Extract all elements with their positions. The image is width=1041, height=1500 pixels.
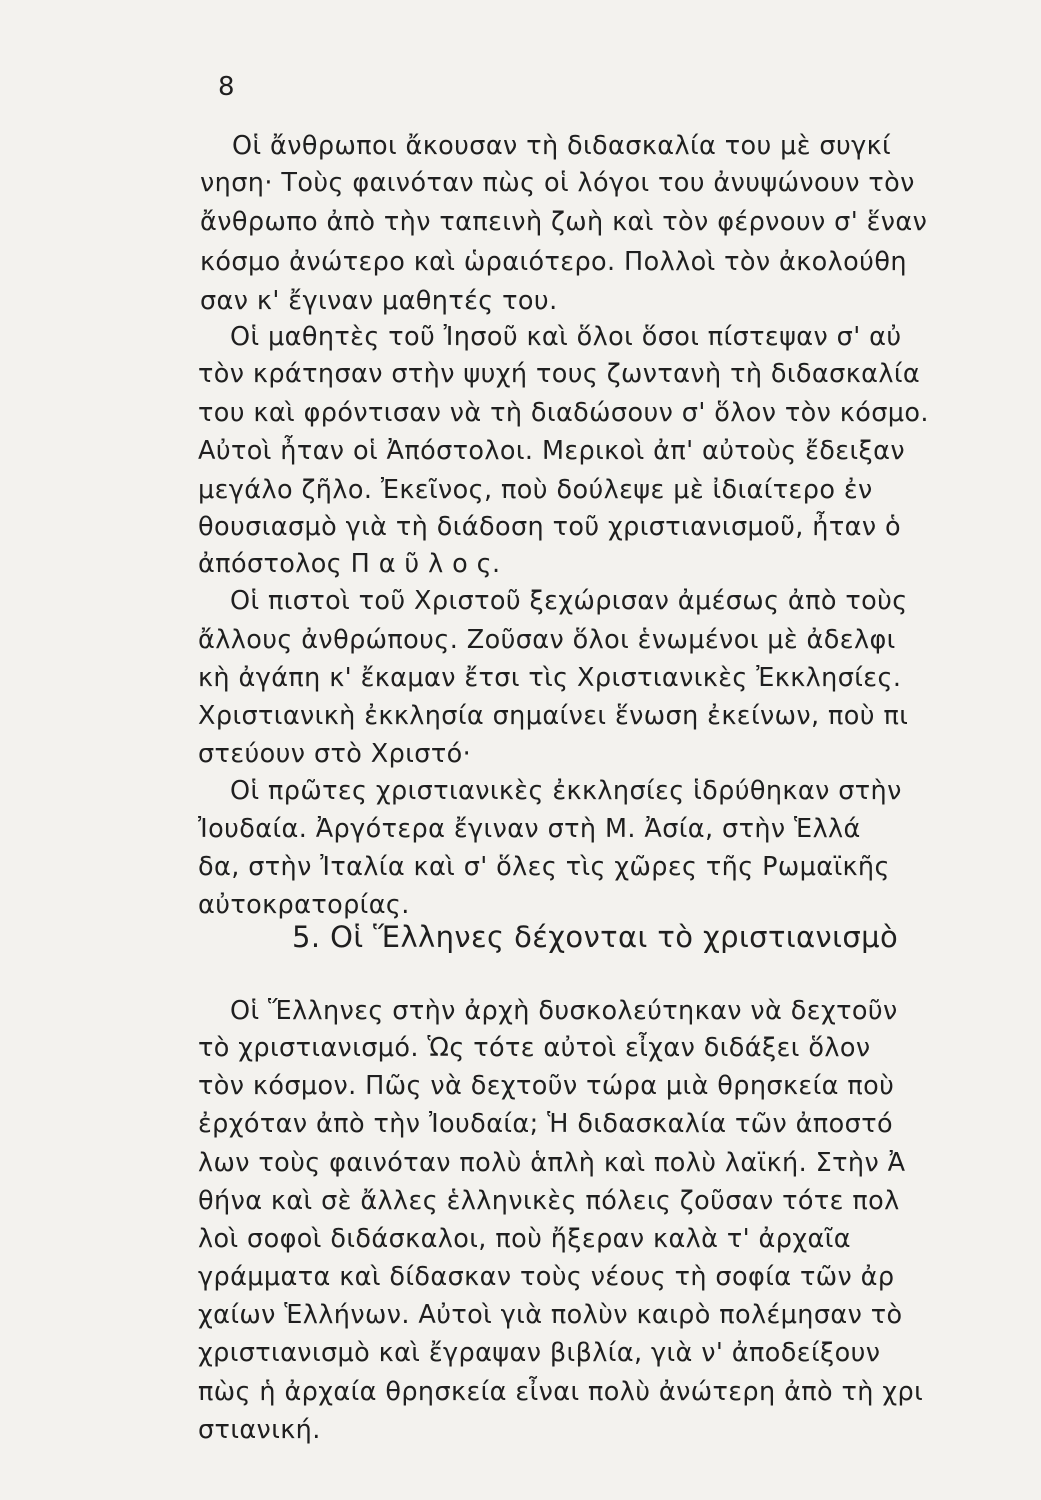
- text-line: πὼς ἡ ἀρχαία θρησκεία εἶναι πολὺ ἀνώτερη ἀπὸ τὴ χρι: [198, 1377, 924, 1407]
- text-line: ἀπόστολος Π α ῦ λ ο ς.: [198, 549, 501, 579]
- text-line: Οἱ μαθητὲς τοῦ Ἰησοῦ καὶ ὅλοι ὅσοι πίστεψαν σ' αὐ: [230, 322, 902, 352]
- text-line: ἄνθρωπο ἀπὸ τὴν ταπεινὴ ζωὴ καὶ τὸν φέρνουν σ' ἕναν: [200, 207, 928, 237]
- text-line: γράμματα καὶ δίδασκαν τοὺς νέους τὴ σοφία τῶν ἀρ: [198, 1262, 895, 1292]
- text-line: ἄλλους ἀνθρώπους. Ζοῦσαν ὅλοι ἑνωμένοι μὲ ἀδελφι: [198, 625, 896, 655]
- text-line: ἐρχόταν ἀπὸ τὴν Ἰουδαία; Ἡ διδασκαλία τῶν ἀποστό: [198, 1109, 893, 1139]
- text-line: Ἰουδαία. Ἀργότερα ἔγιναν στὴ Μ. Ἀσία, στὴν Ἑλλά: [198, 814, 861, 844]
- text-line: λων τοὺς φαινόταν πολὺ ἁπλὴ καὶ πολὺ λαϊκή. Στὴν Ἀ: [198, 1148, 906, 1178]
- text-line: νηση· Τοὺς φαινόταν πὼς οἱ λόγοι του ἀνυψώνουν τὸν: [200, 168, 915, 198]
- text-line: χριστιανισμὸ καὶ ἔγραψαν βιβλία, γιὰ ν' ἀποδείξουν: [198, 1338, 881, 1368]
- text-line: δα, στὴν Ἰταλία καὶ σ' ὅλες τὶς χῶρες τῆς Ρωμαϊκῆς: [198, 852, 890, 882]
- text-line: Οἱ πρῶτες χριστιανικὲς ἐκκλησίες ἱδρύθηκαν στὴν: [230, 776, 902, 806]
- text-line: του καὶ φρόντισαν νὰ τὴ διαδώσουν σ' ὅλον τὸν κόσμο.: [198, 398, 929, 428]
- text-line: θουσιασμὸ γιὰ τὴ διάδοση τοῦ χριστιανισμοῦ, ἦταν ὁ: [198, 512, 901, 542]
- text-line: θήνα καὶ σὲ ἄλλες ἑλληνικὲς πόλεις ζοῦσαν τότε πολ: [198, 1186, 900, 1216]
- section-heading: 5. Οἱ Ἕλληνες δέχονται τὸ χριστιανισμὸ: [292, 920, 899, 954]
- text-line: Χριστιανικὴ ἐκκλησία σημαίνει ἕνωση ἐκείνων, ποὺ πι: [198, 701, 909, 731]
- text-line: λοὶ σοφοὶ διδάσκαλοι, ποὺ ἤξεραν καλὰ τ' ἀρχαῖα: [198, 1224, 851, 1254]
- text-line: Οἱ πιστοὶ τοῦ Χριστοῦ ξεχώρισαν ἀμέσως ἀπὸ τοὺς: [230, 586, 908, 616]
- text-line: κόσμο ἀνώτερο καὶ ὡραιότερο. Πολλοὶ τὸν ἀκολούθη: [200, 247, 907, 277]
- text-line: σαν κ' ἔγιναν μαθητές του.: [200, 286, 558, 316]
- text-line: κὴ ἀγάπη κ' ἔκαμαν ἔτσι τὶς Χριστιανικὲς Ἐκκλησίες.: [198, 663, 902, 693]
- text-line: μεγάλο ζῆλο. Ἐκεῖνος, ποὺ δούλεψε μὲ ἰδιαίτερο ἐν: [198, 475, 873, 505]
- text-line: Οἱ Ἕλληνες στὴν ἀρχὴ δυσκολεύτηκαν νὰ δεχτοῦν: [230, 996, 898, 1026]
- text-line: τὸν κράτησαν στὴν ψυχή τους ζωντανὴ τὴ διδασκαλία: [198, 359, 921, 389]
- text-line: Αὐτοὶ ἦταν οἱ Ἀπόστολοι. Μερικοὶ ἀπ' αὐτοὺς ἔδειξαν: [198, 436, 905, 466]
- text-line: στεύουν στὸ Χριστό·: [198, 739, 472, 769]
- text-line: Οἱ ἄνθρωποι ἄκουσαν τὴ διδασκαλία του μὲ συγκί: [232, 131, 892, 161]
- text-line: τὸ χριστιανισμό. Ὡς τότε αὐτοὶ εἶχαν διδάξει ὅλον: [198, 1033, 871, 1063]
- text-line: χαίων Ἑλλήνων. Αὐτοὶ γιὰ πολὺν καιρὸ πολέμησαν τὸ: [198, 1300, 903, 1330]
- text-line: στιανική.: [198, 1415, 321, 1445]
- text-line: τὸν κόσμον. Πῶς νὰ δεχτοῦν τώρα μιὰ θρησκεία ποὺ: [198, 1071, 895, 1101]
- page-number: 8: [218, 72, 235, 102]
- text-line: αὐτοκρατορίας.: [198, 890, 410, 920]
